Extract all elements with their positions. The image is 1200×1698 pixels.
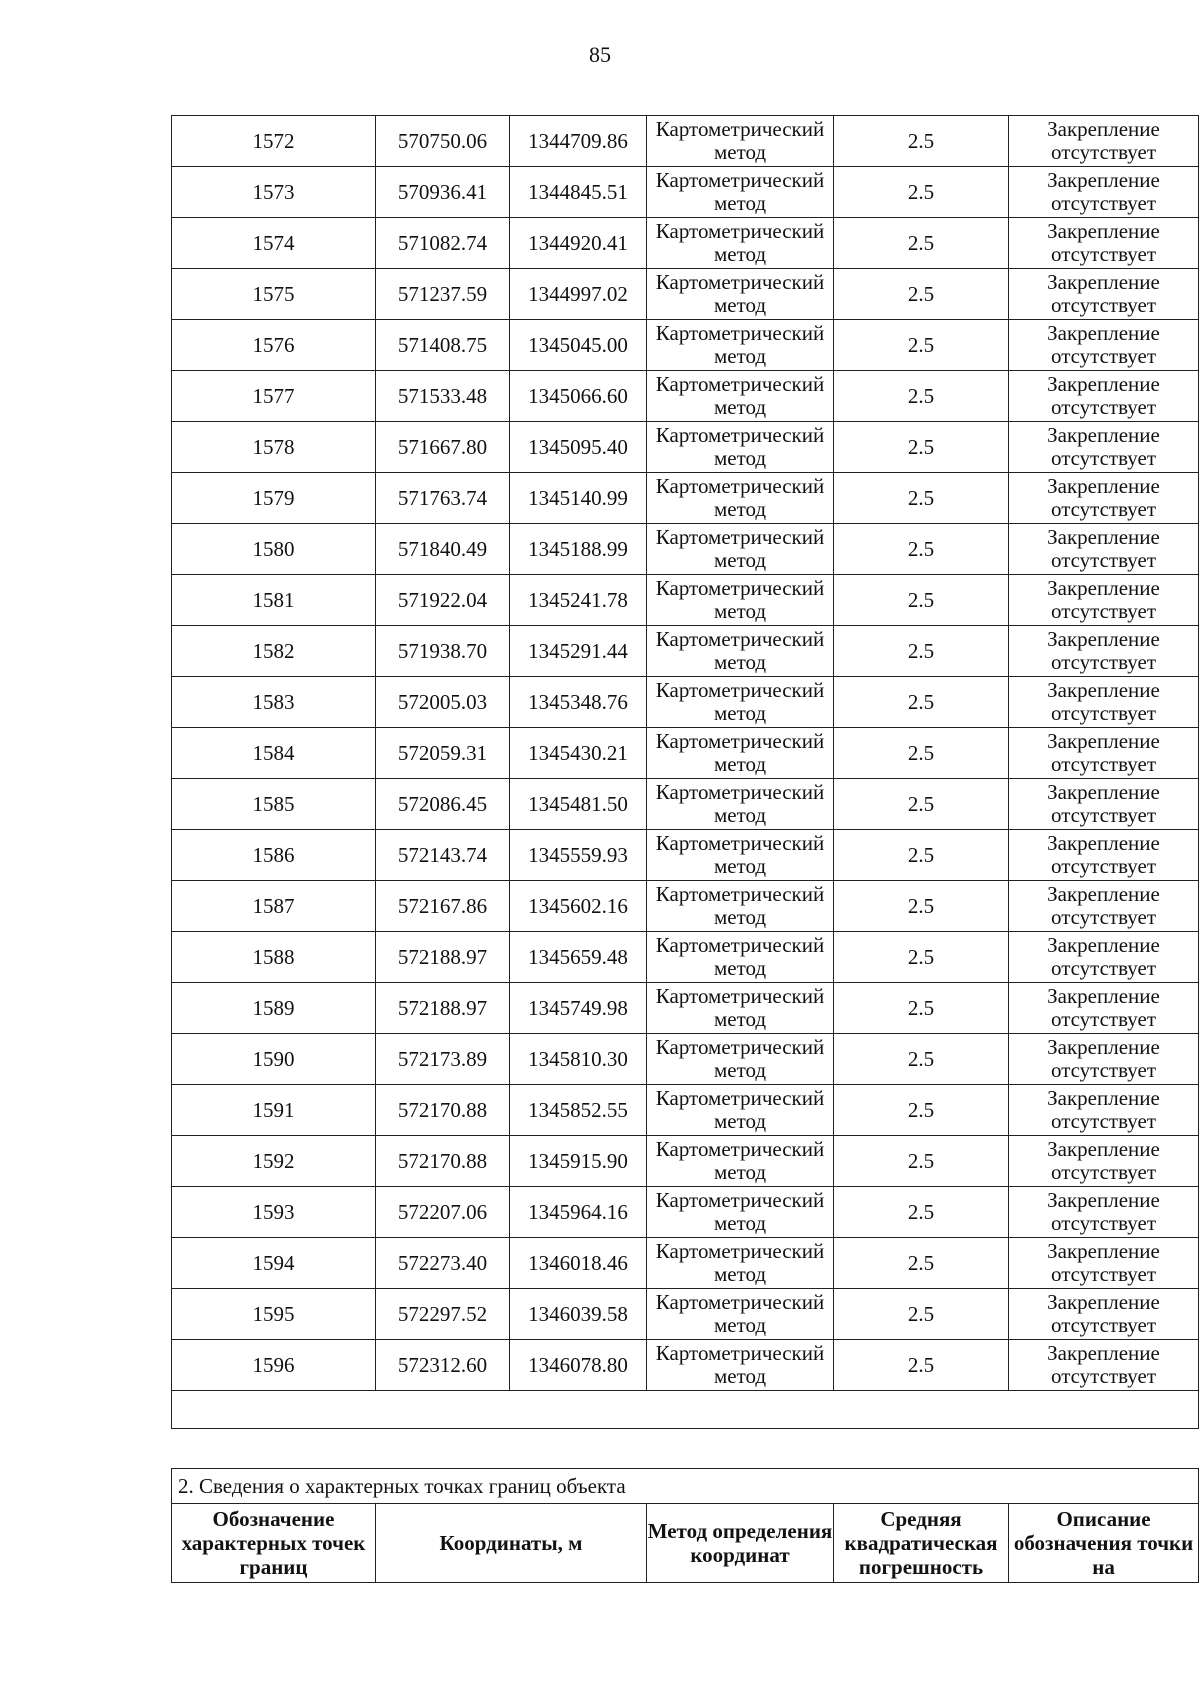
table-row (172, 575, 1199, 626)
cell-x: 572167.86 (376, 881, 510, 932)
header-error: Средняя квадратическая погрешность (834, 1504, 1009, 1583)
cell-x: 572173.89 (376, 1034, 510, 1085)
cell-x: 572207.06 (376, 1187, 510, 1238)
table-row (172, 830, 1199, 881)
cell-error: 2.5 (834, 677, 1009, 728)
cell-x: 571922.04 (376, 575, 510, 626)
table-row (172, 116, 1199, 167)
cell-y: 1345348.76 (510, 677, 647, 728)
cell-error: 2.5 (834, 1238, 1009, 1289)
cell-point: 1576 (172, 320, 376, 371)
cell-method: Картометрический метод (647, 1187, 834, 1238)
header-method: Метод определения координат (647, 1504, 834, 1583)
cell-y: 1345241.78 (510, 575, 647, 626)
cell-y: 1344920.41 (510, 218, 647, 269)
cell-description: Закрепление отсутствует (1009, 1238, 1199, 1289)
table-row (172, 167, 1199, 218)
table-row (172, 932, 1199, 983)
cell-x: 570936.41 (376, 167, 510, 218)
section2-title-row (172, 1469, 1199, 1504)
cell-method: Картометрический метод (647, 473, 834, 524)
cell-y: 1345430.21 (510, 728, 647, 779)
cell-method: Картометрический метод (647, 1136, 834, 1187)
cell-y: 1345915.90 (510, 1136, 647, 1187)
table-row (172, 524, 1199, 575)
cell-x: 571237.59 (376, 269, 510, 320)
cell-point: 1572 (172, 116, 376, 167)
cell-x: 571840.49 (376, 524, 510, 575)
table-row (172, 1136, 1199, 1187)
cell-error: 2.5 (834, 575, 1009, 626)
cell-method: Картометрический метод (647, 218, 834, 269)
cell-method: Картометрический метод (647, 728, 834, 779)
cell-error: 2.5 (834, 1085, 1009, 1136)
cell-description: Закрепление отсутствует (1009, 524, 1199, 575)
cell-description: Закрепление отсутствует (1009, 320, 1199, 371)
table-row (172, 473, 1199, 524)
cell-error: 2.5 (834, 422, 1009, 473)
cell-x: 571667.80 (376, 422, 510, 473)
cell-y: 1345964.16 (510, 1187, 647, 1238)
table-row (172, 1238, 1199, 1289)
cell-x: 572297.52 (376, 1289, 510, 1340)
table-row (172, 1187, 1199, 1238)
cell-error: 2.5 (834, 167, 1009, 218)
cell-y: 1345559.93 (510, 830, 647, 881)
cell-x: 571082.74 (376, 218, 510, 269)
table-row (172, 728, 1199, 779)
table-row (172, 1289, 1199, 1340)
cell-error: 2.5 (834, 1289, 1009, 1340)
cell-method: Картометрический метод (647, 269, 834, 320)
cell-point: 1593 (172, 1187, 376, 1238)
coordinates-table-body (172, 116, 1199, 1429)
cell-method: Картометрический метод (647, 1034, 834, 1085)
cell-y: 1344997.02 (510, 269, 647, 320)
cell-point: 1589 (172, 983, 376, 1034)
table-row (172, 371, 1199, 422)
cell-method: Картометрический метод (647, 116, 834, 167)
cell-x: 572170.88 (376, 1085, 510, 1136)
cell-point: 1595 (172, 1289, 376, 1340)
cell-method: Картометрический метод (647, 575, 834, 626)
cell-error: 2.5 (834, 218, 1009, 269)
cell-description: Закрепление отсутствует (1009, 167, 1199, 218)
page-number: 85 (589, 42, 611, 67)
section2-title: 2. Сведения о характерных точках границ объекта (172, 1469, 1199, 1504)
cell-method: Картометрический метод (647, 320, 834, 371)
cell-point: 1586 (172, 830, 376, 881)
cell-description: Закрепление отсутствует (1009, 218, 1199, 269)
cell-point: 1590 (172, 1034, 376, 1085)
cell-y: 1345188.99 (510, 524, 647, 575)
cell-method: Картометрический метод (647, 932, 834, 983)
cell-point: 1587 (172, 881, 376, 932)
table-row (172, 422, 1199, 473)
cell-y: 1345291.44 (510, 626, 647, 677)
cell-description: Закрепление отсутствует (1009, 677, 1199, 728)
cell-description: Закрепление отсутствует (1009, 626, 1199, 677)
cell-method: Картометрический метод (647, 524, 834, 575)
cell-method: Картометрический метод (647, 371, 834, 422)
cell-method: Картометрический метод (647, 677, 834, 728)
cell-y: 1345749.98 (510, 983, 647, 1034)
cell-description: Закрепление отсутствует (1009, 1034, 1199, 1085)
cell-description: Закрепление отсутствует (1009, 1085, 1199, 1136)
cell-error: 2.5 (834, 524, 1009, 575)
cell-description: Закрепление отсутствует (1009, 779, 1199, 830)
cell-y: 1345140.99 (510, 473, 647, 524)
cell-point: 1588 (172, 932, 376, 983)
cell-x: 572059.31 (376, 728, 510, 779)
cell-method: Картометрический метод (647, 167, 834, 218)
table-row (172, 269, 1199, 320)
cell-method: Картометрический метод (647, 983, 834, 1034)
cell-point: 1585 (172, 779, 376, 830)
cell-error: 2.5 (834, 1034, 1009, 1085)
cell-x: 572188.97 (376, 932, 510, 983)
cell-error: 2.5 (834, 1136, 1009, 1187)
cell-description: Закрепление отсутствует (1009, 116, 1199, 167)
cell-error: 2.5 (834, 626, 1009, 677)
cell-method: Картометрический метод (647, 1238, 834, 1289)
cell-x: 571408.75 (376, 320, 510, 371)
table-row (172, 983, 1199, 1034)
cell-description: Закрепление отсутствует (1009, 881, 1199, 932)
cell-description: Закрепление отсутствует (1009, 1289, 1199, 1340)
cell-error: 2.5 (834, 830, 1009, 881)
cell-method: Картометрический метод (647, 881, 834, 932)
cell-x: 570750.06 (376, 116, 510, 167)
cell-description: Закрепление отсутствует (1009, 371, 1199, 422)
table-row (172, 881, 1199, 932)
cell-x: 572188.97 (376, 983, 510, 1034)
cell-point: 1591 (172, 1085, 376, 1136)
table-row (172, 1340, 1199, 1391)
cell-description: Закрепление отсутствует (1009, 932, 1199, 983)
cell-error: 2.5 (834, 116, 1009, 167)
cell-y: 1346078.80 (510, 1340, 647, 1391)
coordinates-table (171, 115, 1199, 1429)
cell-description: Закрепление отсутствует (1009, 983, 1199, 1034)
table-row (172, 677, 1199, 728)
cell-description: Закрепление отсутствует (1009, 830, 1199, 881)
cell-method: Картометрический метод (647, 1085, 834, 1136)
cell-y: 1344845.51 (510, 167, 647, 218)
table-row (172, 218, 1199, 269)
cell-description: Закрепление отсутствует (1009, 1340, 1199, 1391)
cell-error: 2.5 (834, 728, 1009, 779)
table-row (172, 1085, 1199, 1136)
empty-row (172, 1391, 1199, 1429)
cell-description: Закрепление отсутствует (1009, 422, 1199, 473)
cell-point: 1583 (172, 677, 376, 728)
cell-point: 1592 (172, 1136, 376, 1187)
cell-point: 1575 (172, 269, 376, 320)
cell-x: 572273.40 (376, 1238, 510, 1289)
cell-y: 1345659.48 (510, 932, 647, 983)
cell-y: 1345045.00 (510, 320, 647, 371)
cell-point: 1582 (172, 626, 376, 677)
header-description: Описание обозначения точки на (1009, 1504, 1199, 1583)
cell-y: 1345852.55 (510, 1085, 647, 1136)
cell-x: 571533.48 (376, 371, 510, 422)
cell-y: 1345095.40 (510, 422, 647, 473)
cell-y: 1345810.30 (510, 1034, 647, 1085)
cell-error: 2.5 (834, 1340, 1009, 1391)
cell-x: 572086.45 (376, 779, 510, 830)
header-coordinates: Координаты, м (376, 1504, 647, 1583)
cell-y: 1345602.16 (510, 881, 647, 932)
cell-description: Закрепление отсутствует (1009, 1187, 1199, 1238)
cell-point: 1573 (172, 167, 376, 218)
cell-method: Картометрический метод (647, 779, 834, 830)
cell-y: 1346039.58 (510, 1289, 647, 1340)
cell-point: 1580 (172, 524, 376, 575)
cell-x: 572005.03 (376, 677, 510, 728)
cell-y: 1345481.50 (510, 779, 647, 830)
cell-y: 1346018.46 (510, 1238, 647, 1289)
cell-point: 1577 (172, 371, 376, 422)
cell-point: 1584 (172, 728, 376, 779)
cell-x: 571938.70 (376, 626, 510, 677)
cell-error: 2.5 (834, 320, 1009, 371)
header-point: Обозначение характерных точек границ (172, 1504, 376, 1583)
cell-method: Картометрический метод (647, 422, 834, 473)
cell-error: 2.5 (834, 881, 1009, 932)
table-row (172, 1034, 1199, 1085)
cell-description: Закрепление отсутствует (1009, 473, 1199, 524)
cell-error: 2.5 (834, 932, 1009, 983)
section2-table (171, 1468, 1199, 1583)
cell-error: 2.5 (834, 473, 1009, 524)
cell-x: 571763.74 (376, 473, 510, 524)
cell-description: Закрепление отсутствует (1009, 575, 1199, 626)
cell-description: Закрепление отсутствует (1009, 728, 1199, 779)
cell-y: 1344709.86 (510, 116, 647, 167)
empty-cell (172, 1391, 1199, 1429)
cell-description: Закрепление отсутствует (1009, 1136, 1199, 1187)
section2-header-row (172, 1504, 1199, 1583)
table-row (172, 779, 1199, 830)
cell-point: 1581 (172, 575, 376, 626)
table-row (172, 626, 1199, 677)
cell-method: Картометрический метод (647, 1289, 834, 1340)
cell-error: 2.5 (834, 1187, 1009, 1238)
cell-error: 2.5 (834, 269, 1009, 320)
cell-error: 2.5 (834, 371, 1009, 422)
cell-point: 1578 (172, 422, 376, 473)
cell-point: 1594 (172, 1238, 376, 1289)
cell-x: 572143.74 (376, 830, 510, 881)
table-row (172, 320, 1199, 371)
cell-point: 1579 (172, 473, 376, 524)
cell-method: Картометрический метод (647, 830, 834, 881)
cell-point: 1574 (172, 218, 376, 269)
cell-y: 1345066.60 (510, 371, 647, 422)
cell-method: Картометрический метод (647, 1340, 834, 1391)
cell-x: 572312.60 (376, 1340, 510, 1391)
cell-error: 2.5 (834, 779, 1009, 830)
cell-error: 2.5 (834, 983, 1009, 1034)
cell-description: Закрепление отсутствует (1009, 269, 1199, 320)
cell-x: 572170.88 (376, 1136, 510, 1187)
cell-point: 1596 (172, 1340, 376, 1391)
cell-method: Картометрический метод (647, 626, 834, 677)
